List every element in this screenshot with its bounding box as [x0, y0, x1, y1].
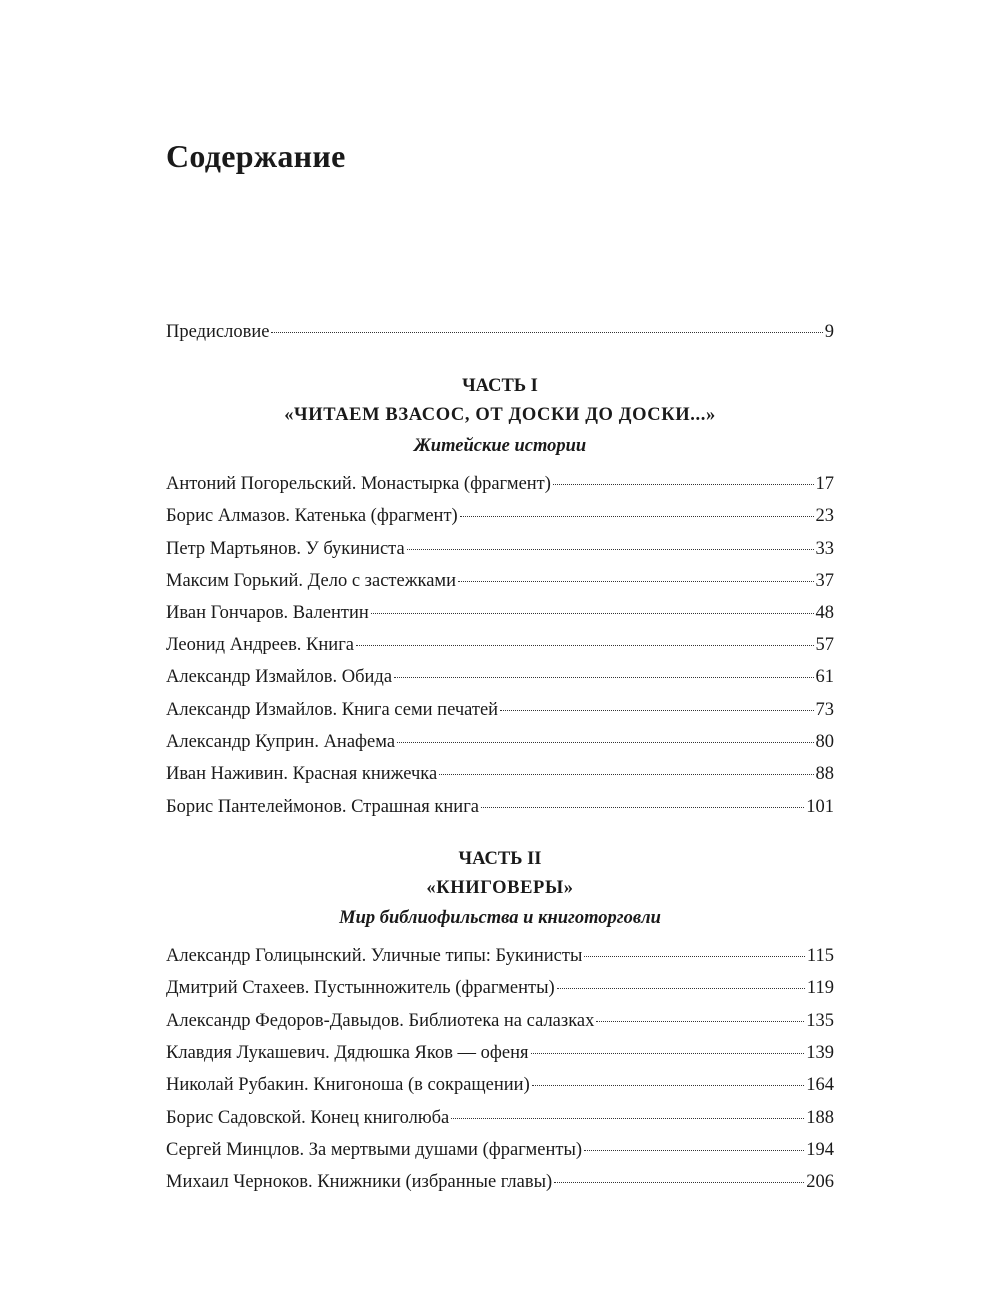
- page-title: Содержание: [166, 138, 346, 174]
- toc-entry: [166, 1106, 834, 1130]
- dot-leader: [584, 1150, 804, 1151]
- part-2-label: ЧАСТЬ II: [458, 849, 542, 869]
- dot-leader: [557, 988, 805, 989]
- toc-entry: [166, 537, 834, 561]
- part-1-title: «ЧИТАЕМ ВЗАСОС, ОТ ДОСКИ ДО ДОСКИ...»: [284, 405, 716, 425]
- toc-entry: [166, 762, 834, 786]
- toc-entry-text: Александр Измайлов. Книга семи печатей: [166, 700, 499, 720]
- dot-leader: [407, 549, 814, 550]
- toc-entry-text: Сергей Минцлов. За мертвыми душами (фрагменты): [166, 1140, 583, 1160]
- dot-leader: [481, 807, 804, 808]
- part-2-title: «КНИГОВЕРЫ»: [426, 878, 574, 898]
- toc-page-number: 135: [806, 1011, 834, 1031]
- toc-entry-preface: [166, 320, 834, 344]
- toc-entry-text: Иван Наживин. Красная книжечка: [166, 764, 438, 784]
- toc-entry-text: Антоний Погорельский. Монастырка (фрагмент): [166, 474, 551, 494]
- toc-entry: [166, 944, 834, 968]
- toc-entry: [166, 1138, 834, 1162]
- part-2-subtitle: Мир библиофильства и книготорговли: [339, 908, 661, 928]
- toc-entry-text: Петр Мартьянов. У букиниста: [166, 539, 405, 559]
- toc-entry: [166, 665, 834, 689]
- toc-entry-text: Александр Голицынский. Уличные типы: Букинисты: [166, 946, 583, 966]
- toc-entry: [166, 569, 834, 593]
- toc-page-number: 48: [815, 603, 834, 623]
- dot-leader: [356, 645, 814, 646]
- toc-page-number: 33: [815, 539, 834, 559]
- toc-entry: [166, 698, 834, 722]
- toc-page-number: 115: [806, 946, 834, 966]
- toc-page-number: 23: [815, 506, 834, 526]
- toc-entry: [166, 1073, 834, 1097]
- toc-page-number: 188: [806, 1108, 834, 1128]
- dot-leader: [531, 1053, 805, 1054]
- dot-leader: [500, 710, 813, 711]
- toc-entry: [166, 1041, 834, 1065]
- toc-entry-text: Александр Измайлов. Обида: [166, 667, 393, 687]
- dot-leader: [451, 1118, 804, 1119]
- toc-page-number: 206: [806, 1172, 834, 1192]
- toc-page-number: 57: [815, 635, 834, 655]
- toc-entry-text: Борис Пантелеймонов. Страшная книга: [166, 797, 480, 817]
- toc-entry-text: Леонид Андреев. Книга: [166, 635, 354, 655]
- toc-entry: [166, 795, 834, 819]
- toc-entry-text: Александр Федоров-Давыдов. Библиотека на салазках: [166, 1011, 595, 1031]
- dot-leader: [553, 484, 814, 485]
- part-1-label: ЧАСТЬ I: [462, 376, 538, 396]
- dot-leader: [584, 956, 805, 957]
- toc-entry-text: Предисловие: [166, 322, 270, 342]
- dot-leader: [532, 1085, 805, 1086]
- part-1-subtitle: Житейские истории: [413, 436, 587, 456]
- toc-entry: [166, 1170, 834, 1194]
- toc-page-number: 80: [815, 732, 834, 752]
- toc-entry: [166, 633, 834, 657]
- dot-leader: [439, 774, 813, 775]
- toc-page-number: 139: [806, 1043, 834, 1063]
- toc-entry: [166, 976, 834, 1000]
- toc-entry: [166, 1009, 834, 1033]
- toc-page-number: 88: [815, 764, 834, 784]
- toc-entry-text: Александр Куприн. Анафема: [166, 732, 396, 752]
- toc-page-number: 194: [806, 1140, 834, 1160]
- toc-entry-text: Клавдия Лукашевич. Дядюшка Яков — офеня: [166, 1043, 529, 1063]
- toc-page-number: 164: [806, 1075, 834, 1095]
- dot-leader: [596, 1021, 804, 1022]
- toc-entry-text: Дмитрий Стахеев. Пустынножитель (фрагменты): [166, 978, 555, 998]
- dot-leader: [371, 613, 814, 614]
- toc-entry-text: Михаил Черноков. Книжники (избранные главы): [166, 1172, 553, 1192]
- dot-leader: [271, 332, 822, 333]
- toc-entry-text: Иван Гончаров. Валентин: [166, 603, 369, 623]
- toc-entry: [166, 504, 834, 528]
- toc-page-number: 101: [806, 797, 834, 817]
- dot-leader: [458, 581, 813, 582]
- toc-entry-text: Борис Садовской. Конец книголюба: [166, 1108, 450, 1128]
- toc-page-number: 9: [824, 322, 834, 342]
- toc-entry-text: Максим Горький. Дело с застежками: [166, 571, 457, 591]
- toc-page-number: 37: [815, 571, 834, 591]
- toc-page-number: 61: [815, 667, 834, 687]
- toc-entry: [166, 730, 834, 754]
- toc-page-number: 73: [815, 700, 834, 720]
- dot-leader: [394, 677, 813, 678]
- toc-entry-text: Николай Рубакин. Книгоноша (в сокращении): [166, 1075, 530, 1095]
- dot-leader: [397, 742, 813, 743]
- dot-leader: [554, 1182, 804, 1183]
- toc-page-number: 119: [806, 978, 834, 998]
- toc-page-number: 17: [815, 474, 834, 494]
- dot-leader: [460, 516, 814, 517]
- toc-entry-text: Борис Алмазов. Катенька (фрагмент): [166, 506, 458, 526]
- toc-entry: [166, 601, 834, 625]
- toc-entry: [166, 472, 834, 496]
